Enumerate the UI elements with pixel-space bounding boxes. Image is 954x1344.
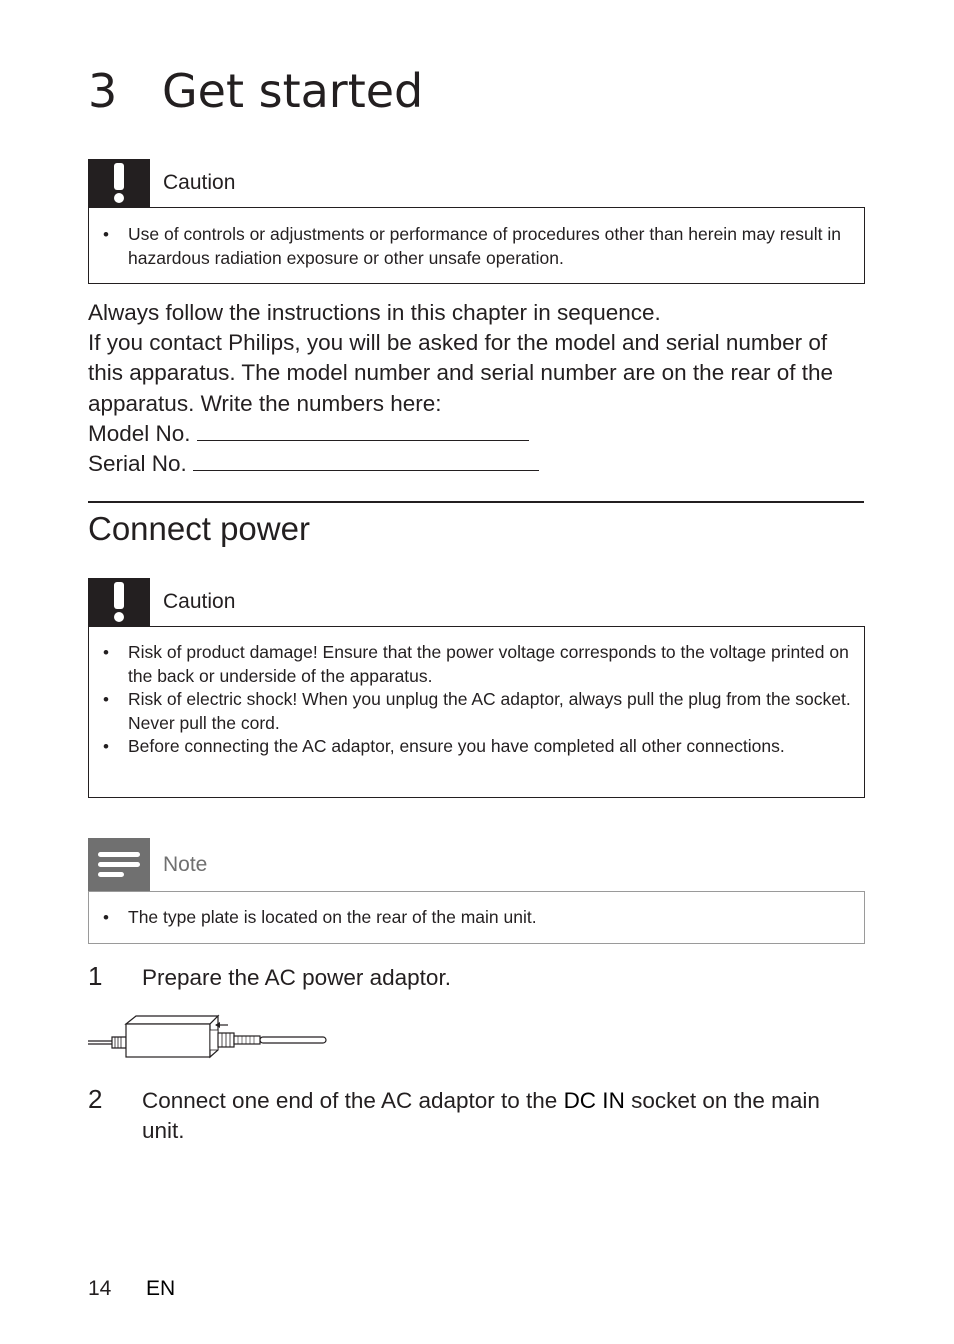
note-text: The type plate is located on the rear of the main unit. (128, 907, 537, 927)
caution-text: Before connecting the AC adaptor, ensure you have completed all other connections. (128, 736, 785, 756)
section-divider (88, 501, 864, 503)
serial-label: Serial No. (88, 451, 187, 477)
chapter-title: Get started (162, 64, 424, 118)
serial-number-field (88, 449, 868, 479)
list-item: • Risk of product damage! Ensure that the power voltage corresponds to the voltage printed on the back or underside of the apparatus. (103, 642, 849, 686)
chapter-number: 3 (88, 64, 118, 118)
model-label: Model No. (88, 420, 191, 446)
ac-adaptor-illustration (86, 1010, 328, 1070)
step-1-text: Prepare the AC power adaptor. (142, 965, 451, 990)
step-2-number: 2 (88, 1084, 103, 1114)
section-title: Connect power (88, 510, 310, 547)
language-code: EN (146, 1277, 176, 1300)
step-2-text-after: socket on the main unit. (142, 1088, 820, 1144)
list-item: • Risk of electric shock! When you unplug the AC adaptor, always pull the plug from the socket. Never pull the cord. (103, 689, 851, 733)
page-number: 14 (88, 1277, 112, 1300)
serial-blank-line (193, 469, 539, 471)
list-item: • Use of controls or adjustments or performance of procedures other than herein may result in hazardous radiation exposure or other unsafe operation. (103, 224, 841, 268)
step-1-number: 1 (88, 961, 103, 991)
caution-title: Caution (163, 171, 236, 194)
note-body (88, 891, 865, 944)
model-blank-line (197, 439, 529, 441)
dc-in-label: DC IN (563, 1088, 625, 1113)
intro-line-1: Always follow the instructions in this chapter in sequence. (88, 300, 661, 325)
list-item: • The type plate is located on the rear of the main unit. (103, 907, 537, 927)
caution-body (88, 626, 865, 798)
note-header (88, 838, 865, 891)
intro-line-2: If you contact Philips, you will be asked for the model and serial number of this apparatus. The model number and serial number are on the rear of the apparatus. Write the numbers here: (88, 330, 834, 416)
note-box (88, 838, 865, 944)
list-item: • Before connecting the AC adaptor, ensure you have completed all other connections. (103, 736, 785, 756)
caution-text: Risk of electric shock! When you unplug the AC adaptor, always pull the plug from the socket. Never pull the cord. (128, 689, 851, 733)
caution-body (88, 207, 865, 284)
step-2-text (142, 1086, 862, 1146)
exclamation-icon (88, 159, 150, 207)
caution-header (88, 159, 865, 207)
model-number-field (88, 419, 868, 449)
intro-text (88, 298, 868, 479)
note-title: Note (163, 852, 208, 876)
caution-box-1 (88, 159, 865, 284)
exclamation-icon (88, 578, 150, 626)
caution-text: Use of controls or adjustments or performance of procedures other than herein may result in hazardous radiation exposure or other unsafe operation. (128, 224, 841, 268)
caution-box-2 (88, 578, 865, 798)
caution-text: Risk of product damage! Ensure that the power voltage corresponds to the voltage printed on the back or underside of the apparatus. (128, 642, 849, 686)
caution-title: Caution (163, 590, 236, 613)
caution-header (88, 578, 865, 626)
note-lines-icon (88, 838, 150, 891)
step-2-text-before: Connect one end of the AC adaptor to the (142, 1088, 564, 1113)
